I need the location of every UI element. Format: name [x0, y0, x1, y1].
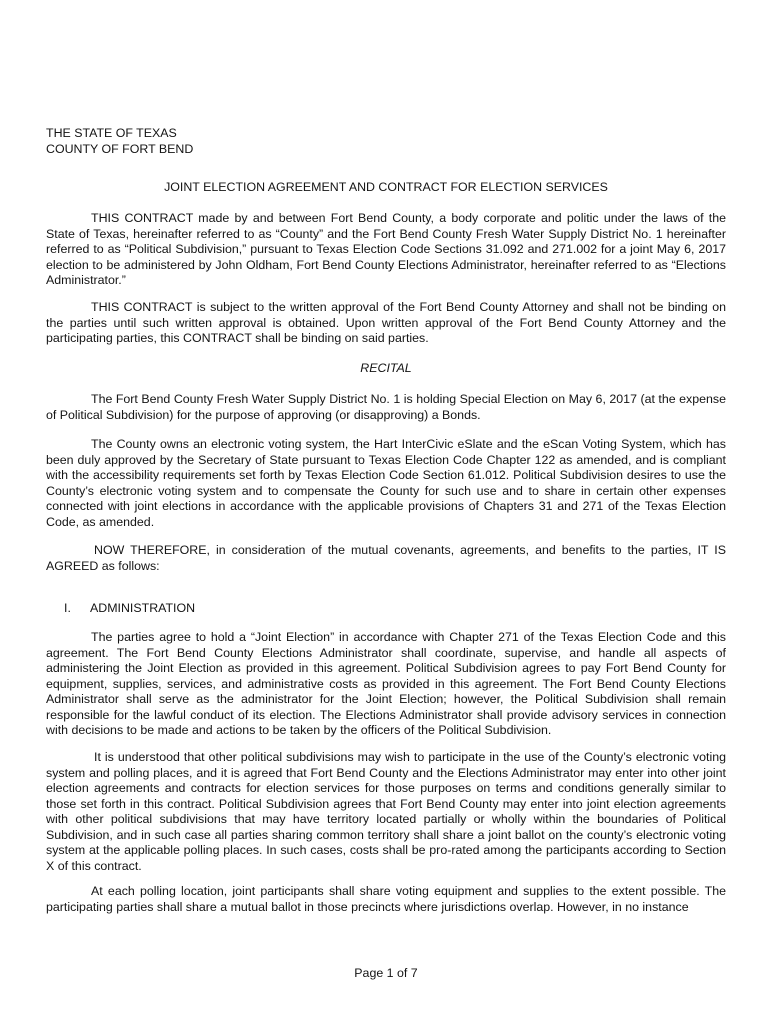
section-paragraph-joint-election: The parties agree to hold a “Joint Election” in accordance with Chapter 271 of the Texas Election Code and this agreement. The Fort Bend County Elections Administrator shall coordinate, supervise, and handle all aspects of administering the Joint Election as provided in this agreement. Political Subdivision agrees to pay Fort Bend County for equipment, supplies, services, and administrative costs as provided in this agreement. The Fort Bend County Elections Administrator shall serve as the administrator for the Joint Election; however, the Political Subdivision shall remain responsible for the lawful conduct of its election. The Elections Administrator shall provide advisory services in connection with decisions to be made and actions to be taken by the officers of the Political Subdivision.	[46, 630, 726, 737]
recital-heading: RECITAL	[360, 361, 412, 375]
county-heading: COUNTY OF FORT BEND	[46, 142, 194, 156]
page-number: Page 1 of 7	[354, 966, 418, 980]
section-paragraph-other-subdivisions: It is understood that other political subdivisions may wish to participate in the use of the County’s electronic voting system and polling places, and it is agreed that Fort Bend County and the Elections Administrator may enter into other joint election agreements and contracts for election services for those purposes on terms and conditions generally similar to those set forth in this contract. Political Subdivision agrees that Fort Bend County may enter into joint election agreements with other political subdivisions that may have territory located partially or wholly within the boundaries of Political Subdivision, and in such case all parties sharing common territory shall share a joint ballot on the county’s electronic voting system at the applicable polling places. In such cases, costs shall be pro-rated among the participants according to Section X of this contract.	[46, 750, 726, 873]
document-title: JOINT ELECTION AGREEMENT AND CONTRACT FOR ELECTION SERVICES	[164, 180, 608, 194]
recital-paragraph-voting-system: The County owns an electronic voting system, the Hart InterCivic eSlate and the eScan Voting System, which has been duly approved by the Secretary of State pursuant to Texas Election Code Chapter 122 as amended, and is compliant with the accessibility requirements set forth by Texas Election Code Section 61.012. Political Subdivision desires to use the County’s electronic voting system and to compensate the County for such use and to share in certain other expenses connected with joint elections in accordance with the applicable provisions of Chapters 31 and 271 of the Texas Election Code, as amended.	[46, 437, 726, 529]
intro-paragraph-parties: THIS CONTRACT made by and between Fort Bend County, a body corporate and politic under the laws of the State of Texas, hereinafter referred to as “County” and the Fort Bend County Fresh Water Supply District No. 1 hereinafter referred to as “Political Subdivision,” pursuant to Texas Election Code Sections 31.092 and 271.002 for a joint May 6, 2017 election to be administered by John Oldham, Fort Bend County Elections Administrator, hereinafter referred to as “Elections Administrator.”	[46, 211, 726, 287]
section-heading	[64, 601, 196, 617]
state-heading: THE STATE OF TEXAS	[46, 126, 177, 140]
section-number: I.	[64, 601, 71, 615]
intro-paragraph-approval: THIS CONTRACT is subject to the written approval of the Fort Bend County Attorney and shall not be binding on the parties until such written approval is obtained. Upon written approval of the Fort Bend County Attorney and the participating parties, this CONTRACT shall be binding on said parties.	[46, 300, 726, 345]
recital-paragraph-now-therefore: NOW THEREFORE, in consideration of the mutual covenants, agreements, and benefits to the parties, IT IS AGREED as follows:	[46, 543, 726, 573]
section-title: ADMINISTRATION	[90, 601, 196, 615]
section-paragraph-polling-locations: At each polling location, joint participants shall share voting equipment and supplies to the extent possible. The participating parties shall share a mutual ballot in those precincts where jurisdictions overlap. However, in no instance	[46, 884, 726, 914]
recital-paragraph-election: The Fort Bend County Fresh Water Supply District No. 1 is holding Special Election on May 6, 2017 (at the expense of Political Subdivision) for the purpose of approving (or disapproving) a Bonds.	[46, 392, 726, 422]
